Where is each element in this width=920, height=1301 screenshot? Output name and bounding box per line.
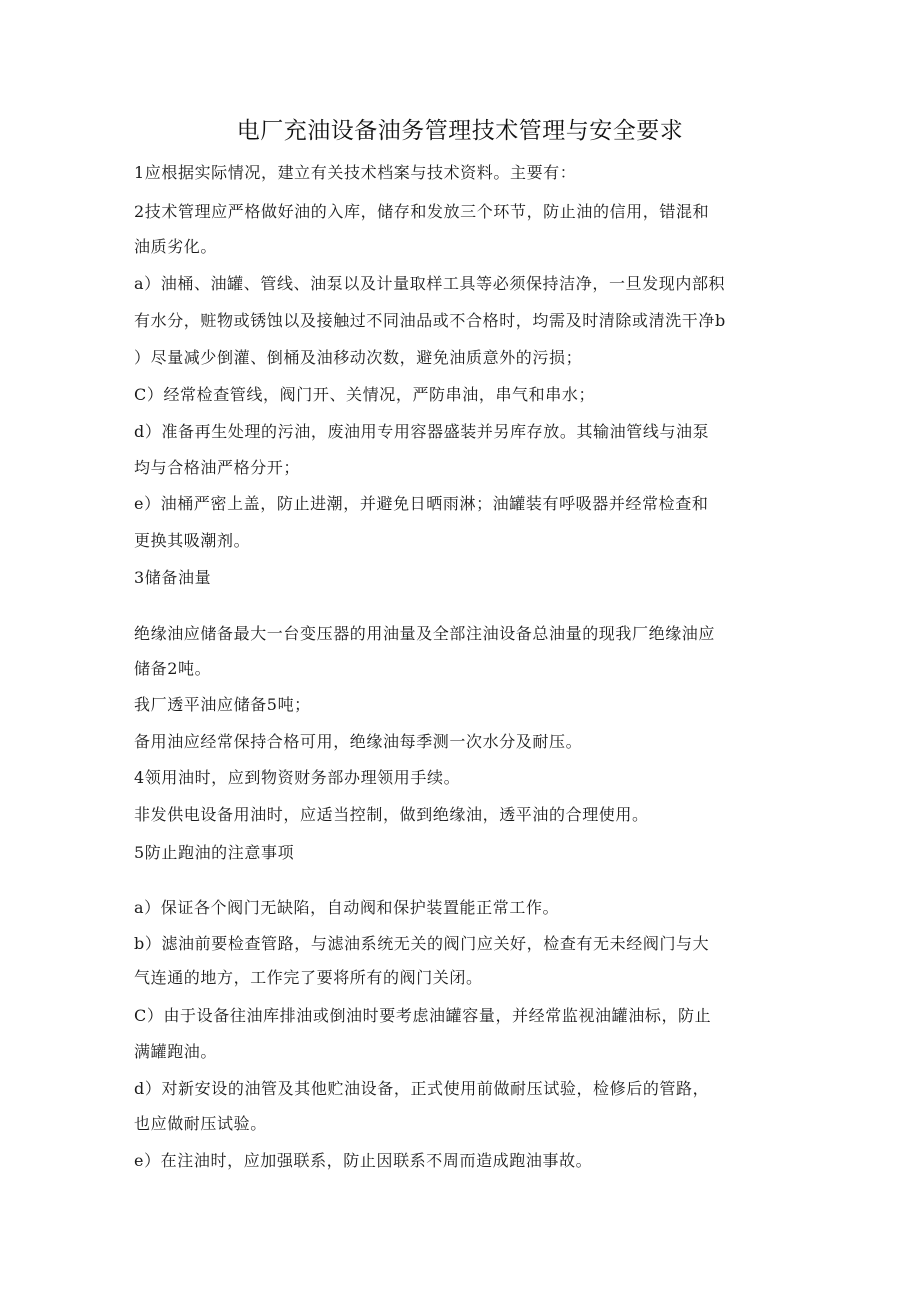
text-line: a）油桶、油罐、管线、油泵以及计量取样工具等必须保持洁净，一旦发现内部积	[134, 274, 726, 293]
text-line: e）在注油时，应加强联系，防止因联系不周而造成跑油事故。	[134, 1151, 593, 1170]
text-line: e）油桶严密上盖，防止进潮，并避免日晒雨淋；油罐装有呼吸器并经常检查和	[134, 494, 709, 513]
section-heading: 3储备油量	[134, 568, 212, 587]
text-line: d）准备再生处理的污油，废油用专用容器盛装并另库存放。其输油管线与油泵	[134, 422, 710, 441]
text-line: d）对新安设的油管及其他贮油设备，正式使用前做耐压试验，检修后的管路，	[134, 1079, 710, 1098]
text-line: 气连通的地方，工作完了要将所有的阀门关闭。	[134, 968, 483, 987]
text-line: 储备2吨。	[134, 659, 212, 678]
text-line: 满罐跑油。	[134, 1042, 218, 1061]
text-line: 2技术管理应严格做好油的入库，储存和发放三个环节，防止油的信用，错混和	[134, 202, 710, 221]
text-line: 我厂透平油应储备5吨；	[134, 695, 311, 714]
text-line: b）滤油前要检查管路，与滤油系统无关的阀门应关好，检查有无未经阀门与大	[134, 934, 710, 953]
text-line: 1应根据实际情况，建立有关技术档案与技术资料。主要有：	[134, 163, 577, 182]
section-heading: 4领用油时，应到物资财务部办理领用手续。	[134, 768, 461, 787]
text-line: 均与合格油严格分开；	[134, 458, 301, 477]
text-line: a）保证各个阀门无缺陷，自动阀和保护装置能正常工作。	[134, 898, 560, 917]
text-line: ）尽量减少倒灌、倒桶及油移动次数，避免油质意外的污损；	[134, 348, 583, 367]
text-line: C）经常检查管线，阀门开、关情况，严防串油，串气和串水；	[134, 385, 596, 404]
text-line: 有水分，赃物或锈蚀以及接触过不同油品或不合格时，均需及时清除或清洗干净b	[134, 311, 726, 330]
document-title: 电厂充油设备油务管理技术管理与安全要求	[236, 118, 684, 144]
text-line: 绝缘油应储备最大一台变压器的用油量及全部注油设备总油量的现我厂绝缘油应	[134, 624, 716, 643]
text-line: 油质劣化。	[134, 237, 218, 256]
section-heading: 5防止跑油的注意事项	[134, 843, 295, 862]
text-line: 备用油应经常保持合格可用，绝缘油每季测一次水分及耐压。	[134, 732, 583, 751]
text-line: 非发供电设备用油时，应适当控制，做到绝缘油，透平油的合理使用。	[134, 805, 649, 824]
text-line: C）由于设备往油库排油或倒油时要考虑油罐容量，并经常监视油罐油标，防止	[134, 1006, 712, 1025]
text-line: 也应做耐压试验。	[134, 1114, 267, 1133]
text-line: 更换其吸潮剂。	[134, 531, 251, 550]
